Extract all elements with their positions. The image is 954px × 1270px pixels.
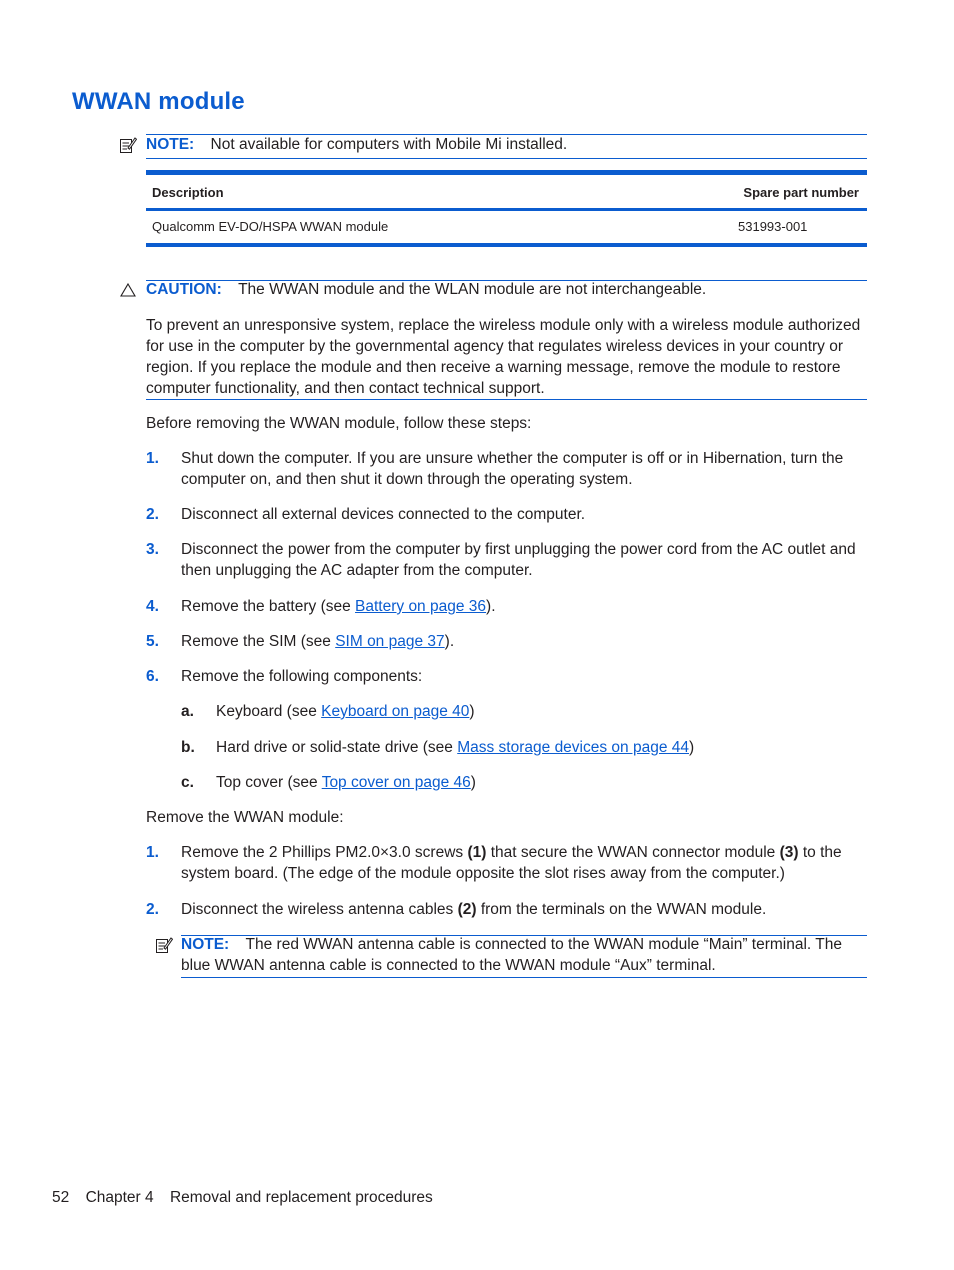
- caution-bottom-rule: [146, 399, 867, 400]
- caution-line: [146, 279, 706, 300]
- caution-icon: [120, 282, 136, 298]
- top-cover-link[interactable]: Top cover on page 46: [321, 774, 471, 791]
- note-1: [146, 134, 567, 155]
- page-footer: [52, 1189, 445, 1207]
- note-text: Not available for computers with Mobile Mi installed.: [210, 136, 568, 153]
- table-cell: 531993-001: [738, 210, 867, 246]
- keyboard-link[interactable]: Keyboard on page 40: [321, 703, 470, 720]
- page-number: 52: [52, 1189, 70, 1206]
- column-header: Description: [146, 173, 738, 210]
- before-intro: Before removing the WWAN module, follow these steps:: [146, 415, 532, 432]
- sim-link[interactable]: SIM on page 37: [335, 633, 445, 650]
- note-icon: [155, 936, 173, 954]
- note-bottom-rule: [146, 158, 867, 159]
- note-icon: [119, 136, 137, 154]
- note2-bottom-rule: [181, 977, 867, 978]
- mass-storage-link[interactable]: Mass storage devices on page 44: [457, 739, 689, 756]
- battery-link[interactable]: Battery on page 36: [355, 598, 487, 615]
- caution-body: To prevent an unresponsive system, replace the wireless module only with a wireless module authorized for use in the computer by the governmental agency that regulates wireless devices in your country or region. If you replace the module and then receive a warning message, remove the module to restore computer functionality, and then contact technical support.: [146, 317, 861, 397]
- chapter-title: Removal and replacement procedures: [169, 1189, 433, 1206]
- chapter-label: Chapter 4: [85, 1189, 154, 1206]
- caution-label: CAUTION:: [146, 281, 222, 298]
- column-header: Spare part number: [738, 173, 867, 210]
- note-label: NOTE:: [146, 136, 195, 153]
- note-2: [181, 934, 867, 976]
- table-header-row: [146, 173, 867, 210]
- caution-text: The WWAN module and the WLAN module are not interchangeable.: [238, 281, 707, 298]
- page-title: WWAN module: [72, 88, 245, 115]
- table-row: [146, 210, 867, 246]
- remove-intro: Remove the WWAN module:: [146, 809, 344, 826]
- note-text: The red WWAN antenna cable is connected to the WWAN module “Main” terminal. The blue WWAN antenna cable is connected to the WWAN module “Aux” terminal.: [181, 936, 842, 974]
- table-cell: Qualcomm EV-DO/HSPA WWAN module: [146, 210, 738, 246]
- spare-parts-table: [146, 170, 867, 247]
- note-label: NOTE:: [181, 936, 230, 953]
